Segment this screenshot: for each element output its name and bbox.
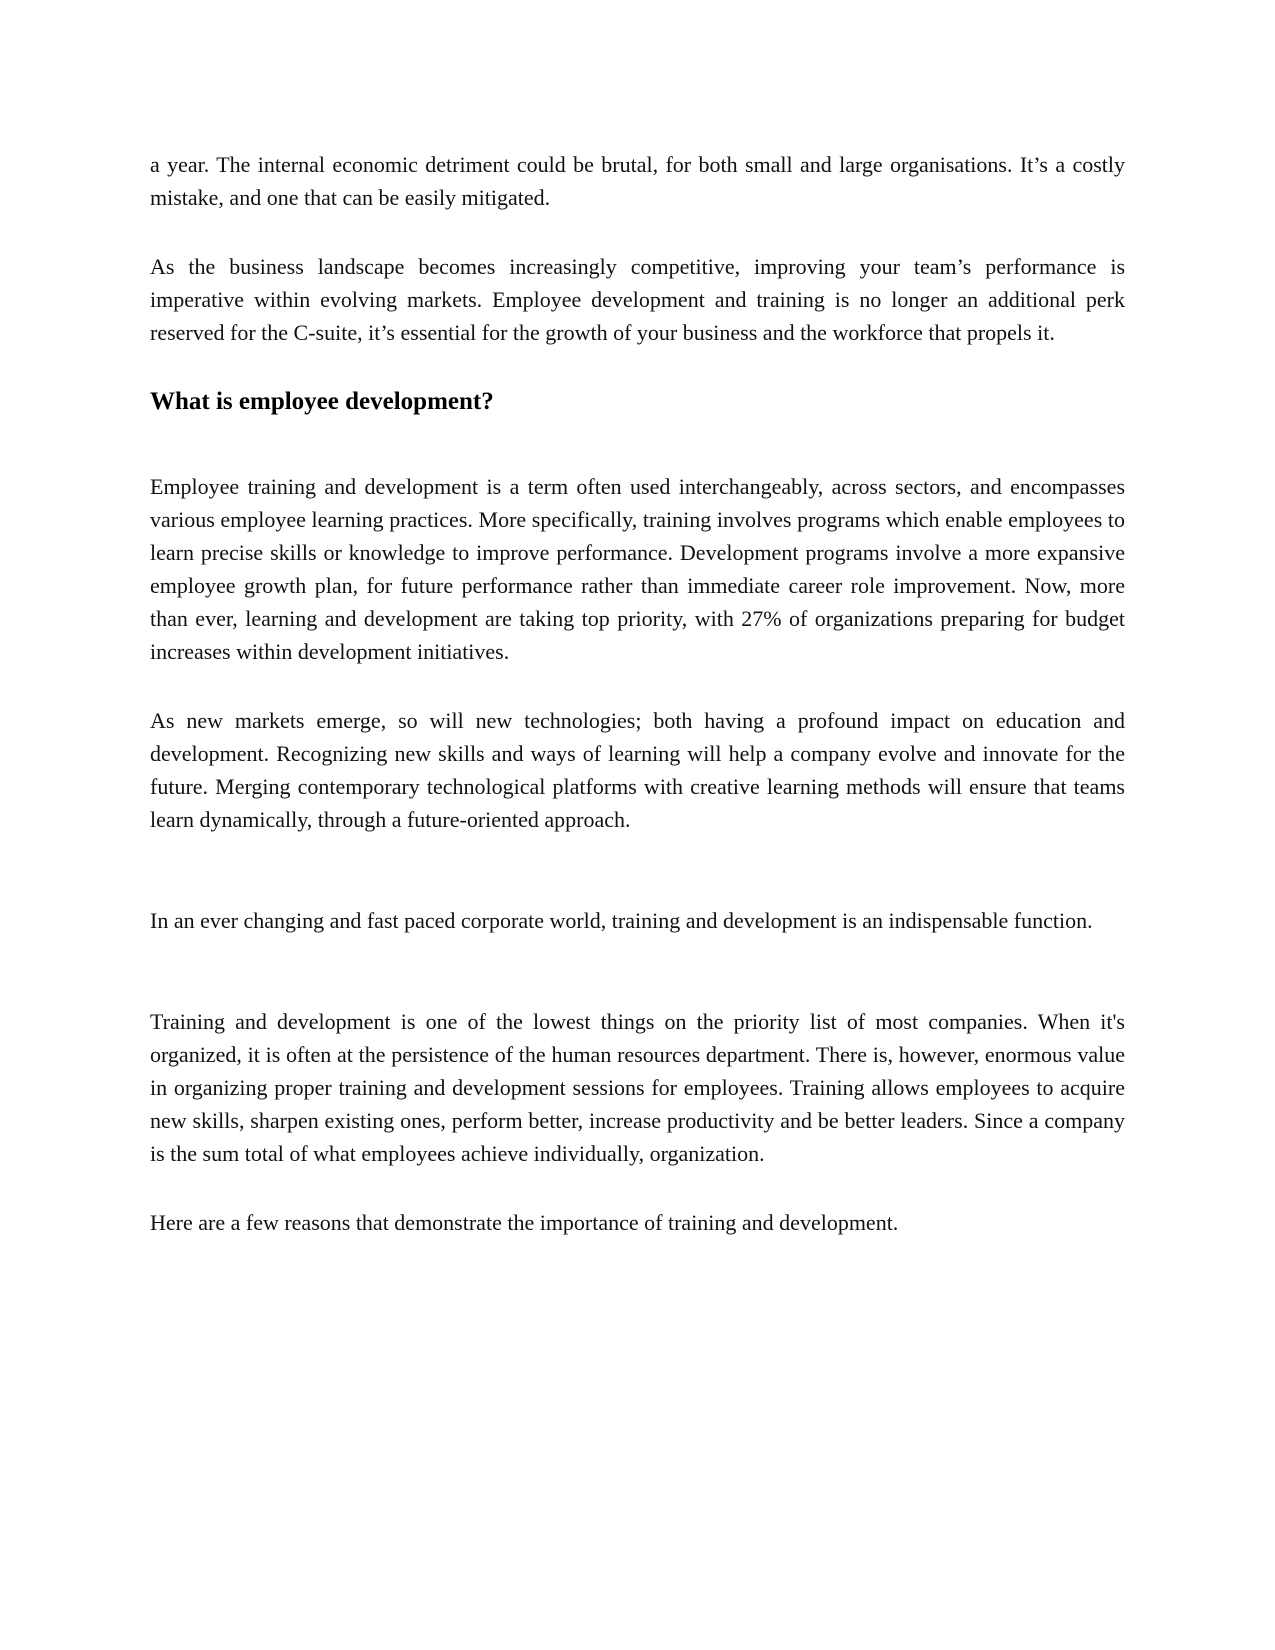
section-heading: What is employee development? [150, 388, 494, 415]
paragraph-definition: Employee training and development is a term often used interchangeably, across sectors, and encompasses various employee learning practices. More specifically, training involves programs which enable employees to learn precise skills or knowledge to improve performance. Development programs involve a more expansive employee growth plan, for future performance rather than immediate career role improvement. Now, more than ever, learning and development are taking top priority, with 27% of organizations preparing for budget increases within development initiatives. [150, 474, 1125, 664]
paragraph-business-landscape: As the business landscape becomes increasingly competitive, improving your team’s performance is imperative within evolving markets. Employee development and training is no longer an additional perk reserved for the C-suite, it’s essential for the growth of your business and the workforce that propels it. [150, 254, 1125, 345]
document-body [150, 148, 1125, 1239]
paragraph-cost-intro: a year. The internal economic detriment could be brutal, for both small and large organisations. It’s a costly mistake, and one that can be easily mitigated. [150, 152, 1125, 210]
paragraph-priority-list: Training and development is one of the lowest things on the priority list of most companies. When it's organized, it is often at the persistence of the human resources department. There is, however, enormous value in organizing proper training and development sessions for employees. Training allows employees to acquire new skills, sharpen existing ones, perform better, increase productivity and be better leaders. Since a company is the sum total of what employees achieve individually, organization. [150, 1009, 1125, 1166]
paragraph-new-markets: As new markets emerge, so will new technologies; both having a profound impact on education and development. Recognizing new skills and ways of learning will help a company evolve and innovate for the future. Merging contemporary technological platforms with creative learning methods will ensure that teams learn dynamically, through a future-oriented approach. [150, 708, 1125, 832]
paragraph-reasons-intro: Here are a few reasons that demonstrate the importance of training and development. [150, 1210, 899, 1235]
paragraph-corporate-world: In an ever changing and fast paced corporate world, training and development is an indispensable function. [150, 908, 1093, 933]
